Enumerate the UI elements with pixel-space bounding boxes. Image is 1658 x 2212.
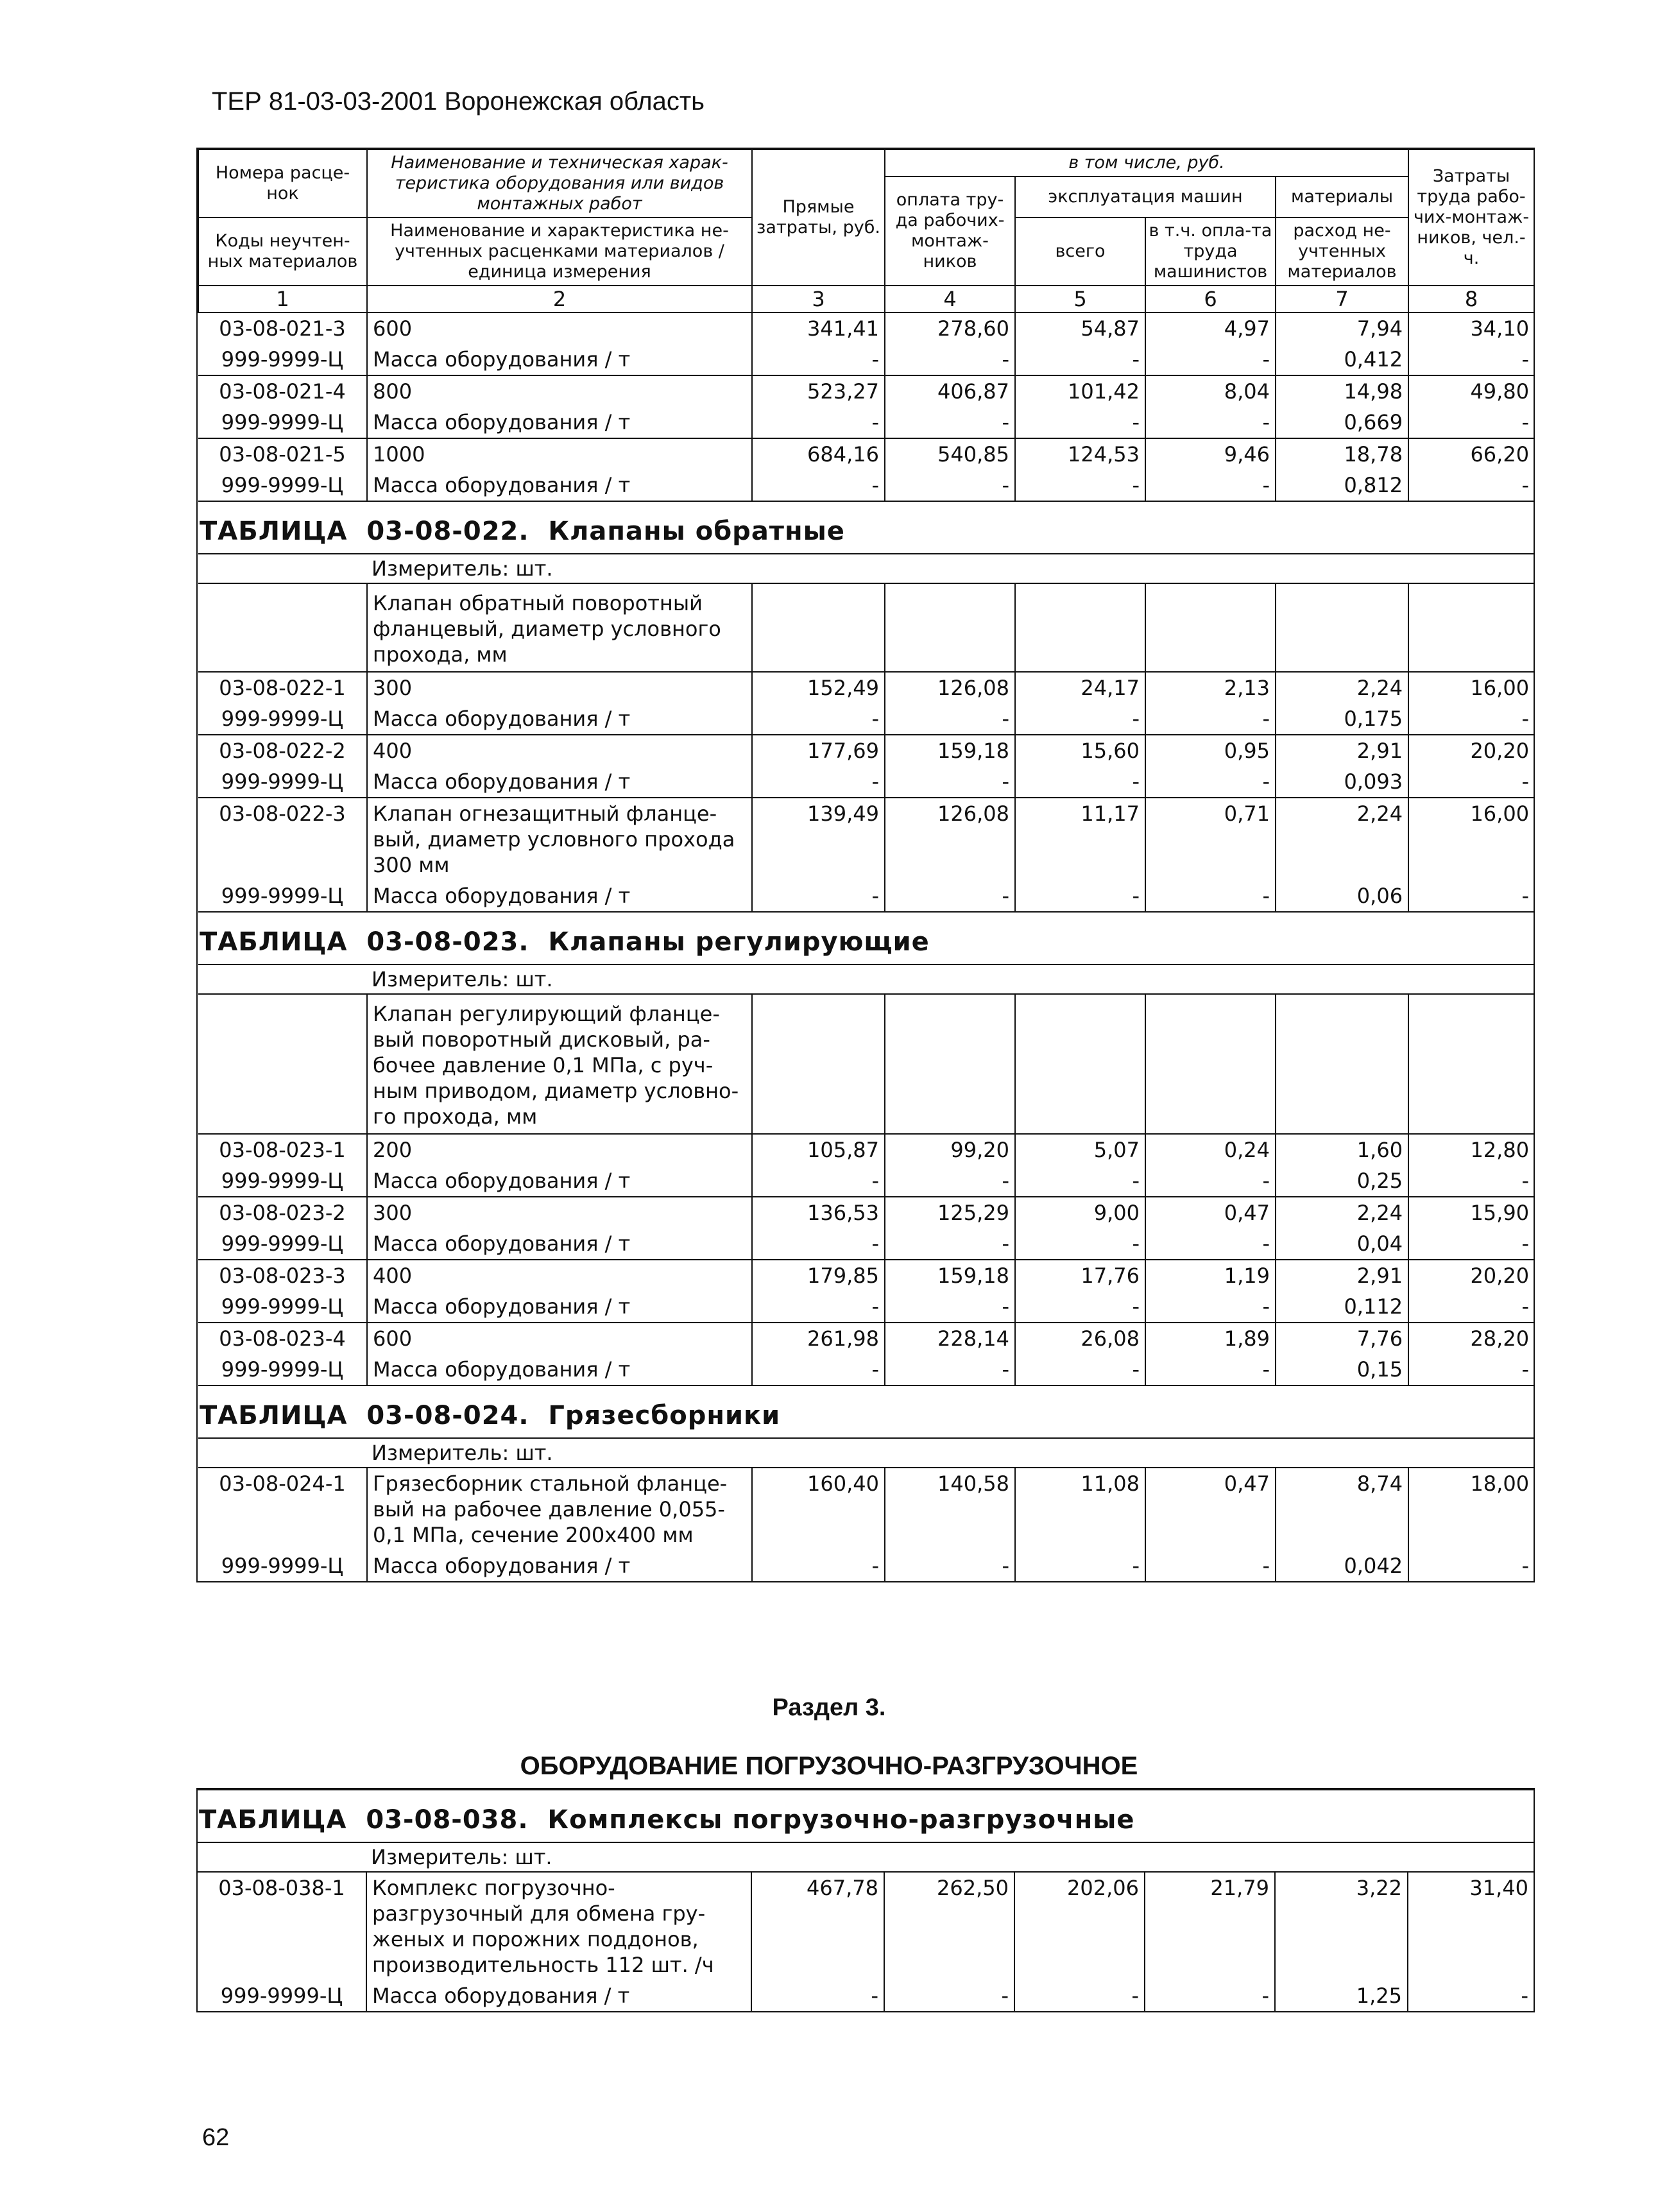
rate-value-col-4: 406,87	[885, 375, 1015, 407]
material-value-col-7: 0,175	[1276, 703, 1408, 735]
rate-value-col-6: 1,19	[1145, 1260, 1276, 1291]
rate-value-col-6: 8,04	[1145, 375, 1276, 407]
material-value-col-7: 0,812	[1276, 470, 1408, 501]
head-unaccounted-codes: Коды неучтен-ных материалов	[198, 218, 367, 286]
rate-value-col-3: 160,40	[752, 1468, 885, 1550]
material-value-col-4: -	[885, 1291, 1015, 1323]
material-value-col-8: -	[1521, 1984, 1529, 2008]
rate-value-col-5: 24,17	[1015, 672, 1145, 703]
rate-code: 03-08-021-5	[198, 438, 367, 470]
material-value-col-5: -	[1015, 1354, 1145, 1385]
table-title-text: ТАБЛИЦА 03-08-022. Клапаны обратные	[200, 517, 845, 546]
material-row	[198, 1354, 1534, 1385]
material-value-col-7: 0,042	[1276, 1550, 1408, 1581]
rate-name: 600	[367, 313, 752, 344]
material-value-col-5: -	[1015, 1228, 1145, 1260]
rate-value-col-6: 4,97	[1145, 313, 1276, 344]
rate-value-col-4: 126,08	[885, 798, 1015, 880]
material-row	[198, 1550, 1534, 1581]
material-value-col-3: -	[752, 470, 885, 501]
rate-value-col-8: 18,00	[1408, 1468, 1534, 1550]
material-code: 999-9999-Ц	[198, 1291, 367, 1323]
material-name: Масса оборудования / т	[367, 766, 752, 798]
material-value-col-3: -	[752, 1165, 885, 1197]
material-value-col-4: -	[885, 344, 1015, 375]
colnum-5: 5	[1015, 286, 1145, 313]
rate-value-col-7: 7,76	[1276, 1323, 1408, 1354]
rate-row	[198, 1323, 1534, 1354]
material-value-col-6: -	[1145, 344, 1276, 375]
rate-value-col-4: 159,18	[885, 735, 1015, 766]
material-value-col-8: -	[1521, 1169, 1530, 1193]
rate-row	[198, 375, 1534, 407]
head-machine-total: всего	[1015, 218, 1145, 286]
rate-code: 03-08-024-1	[198, 1468, 367, 1550]
rate-value-col-4: 262,50	[884, 1872, 1014, 1980]
material-value-col-8: -	[1521, 1231, 1530, 1256]
material-value-col-4: -	[885, 703, 1015, 735]
colnum-4: 4	[885, 286, 1015, 313]
column-numbers-row	[198, 286, 1534, 313]
document-header: ТЕР 81-03-03-2001 Воронежская область	[212, 87, 705, 116]
rate-value-col-7: 1,60	[1276, 1134, 1408, 1165]
table-title-row	[198, 912, 1534, 965]
measure-unit: Измеритель: шт.	[198, 1842, 1534, 1872]
material-code: 999-9999-Ц	[198, 407, 367, 438]
material-name: Масса оборудования / т	[367, 470, 752, 501]
material-value-col-6: -	[1145, 470, 1276, 501]
loading-equipment-table-block	[196, 1788, 1535, 2012]
header-row-1	[198, 150, 1534, 176]
rate-name: Клапан огнезащитный фланце-вый, диаметр условного прохода 300 мм	[367, 798, 752, 880]
rate-value-col-5: 26,08	[1015, 1323, 1145, 1354]
head-machine-operation: эксплуатация машин	[1015, 176, 1276, 218]
rate-value-col-6: 1,89	[1145, 1323, 1276, 1354]
material-row	[198, 344, 1534, 375]
table-title	[198, 1385, 1534, 1438]
material-name: Масса оборудования / т	[366, 1980, 751, 2011]
rate-value-col-4: 540,85	[885, 438, 1015, 470]
description-empty-cell	[752, 583, 885, 672]
material-value-col-5: -	[1015, 1550, 1145, 1581]
description-row	[198, 583, 1534, 672]
rate-code: 03-08-023-1	[198, 1134, 367, 1165]
rate-value-col-7: 2,24	[1276, 1197, 1408, 1228]
head-rate-number: Номера расце-нок	[198, 150, 367, 218]
rate-value-col-6: 21,79	[1145, 1872, 1275, 1980]
material-value-col-4: -	[884, 1980, 1014, 2011]
material-row	[198, 470, 1534, 501]
rate-value-col-8: 34,10	[1408, 313, 1534, 344]
rate-value-col-7: 18,78	[1276, 438, 1408, 470]
rate-row	[198, 1260, 1534, 1291]
rate-value-col-3: 136,53	[752, 1197, 885, 1228]
material-row	[198, 1291, 1534, 1323]
rate-name: 200	[367, 1134, 752, 1165]
rate-value-col-3: 177,69	[752, 735, 885, 766]
material-name: Масса оборудования / т	[367, 703, 752, 735]
material-value-col-4: -	[885, 1550, 1015, 1581]
rate-value-col-3: 139,49	[752, 798, 885, 880]
measure-unit: Измеритель: шт.	[198, 965, 1534, 994]
rate-row	[198, 672, 1534, 703]
rate-name: Комплекс погрузочно-разгрузочный для обмена гру-женых и порожних поддонов, производительность 112 шт. /ч	[366, 1872, 751, 1980]
rate-row	[198, 798, 1534, 880]
material-value-col-7: 0,112	[1276, 1291, 1408, 1323]
rate-value-col-4: 125,29	[885, 1197, 1015, 1228]
rate-value-col-5: 17,76	[1015, 1260, 1145, 1291]
material-value-col-5: -	[1015, 766, 1145, 798]
rate-name: 800	[367, 375, 752, 407]
colnum-2: 2	[367, 286, 752, 313]
rate-value-col-7: 3,22	[1275, 1872, 1408, 1980]
rate-value-col-8: 66,20	[1408, 438, 1534, 470]
colnum-6: 6	[1145, 286, 1276, 313]
rate-value-col-4: 228,14	[885, 1323, 1015, 1354]
rate-value-col-6: 0,47	[1145, 1468, 1276, 1550]
rate-name: 400	[367, 1260, 752, 1291]
material-value-col-4: -	[885, 1165, 1015, 1197]
rate-name: 400	[367, 735, 752, 766]
material-value-col-4: -	[885, 1228, 1015, 1260]
material-value-col-3: -	[752, 1354, 885, 1385]
colnum-1: 1	[198, 286, 367, 313]
description-empty-cell	[885, 583, 1015, 672]
rate-value-col-8: 16,00	[1408, 672, 1534, 703]
material-code: 999-9999-Ц	[198, 1354, 367, 1385]
material-value-col-7: 0,25	[1276, 1165, 1408, 1197]
material-value-col-4: -	[885, 880, 1015, 912]
head-including: в том числе, руб.	[885, 150, 1408, 176]
material-value-col-7: 1,25	[1275, 1980, 1408, 2011]
material-value-col-3: -	[752, 880, 885, 912]
rate-row	[198, 735, 1534, 766]
rate-code: 03-08-038-1	[198, 1872, 366, 1980]
head-direct-costs: Прямые затраты, руб.	[752, 150, 885, 286]
material-value-col-7: 0,15	[1276, 1354, 1408, 1385]
material-code: 999-9999-Ц	[198, 703, 367, 735]
rate-name: 300	[367, 1197, 752, 1228]
equipment-description: Клапан обратный поворотный фланцевый, диаметр условного прохода, мм	[367, 583, 752, 672]
material-value-col-4: -	[885, 470, 1015, 501]
material-name: Масса оборудования / т	[367, 1354, 752, 1385]
material-value-col-3: -	[752, 1228, 885, 1260]
rate-value-col-8: 28,20	[1408, 1323, 1534, 1354]
table-title-text: ТАБЛИЦА 03-08-024. Грязесборники	[200, 1401, 781, 1430]
rate-row	[198, 313, 1534, 344]
material-value-col-3: -	[752, 766, 885, 798]
material-value-col-5: -	[1015, 470, 1145, 501]
head-unaccounted-materials: расход не-учтенных материалов	[1276, 218, 1408, 286]
rate-value-col-6: 0,47	[1145, 1197, 1276, 1228]
rate-code: 03-08-022-3	[198, 798, 367, 880]
rate-value-col-3: 261,98	[752, 1323, 885, 1354]
rate-row	[198, 1134, 1534, 1165]
description-empty-cell	[1145, 583, 1276, 672]
rate-value-col-3: 179,85	[752, 1260, 885, 1291]
rate-value-col-4: 159,18	[885, 1260, 1015, 1291]
rate-row	[198, 1872, 1534, 1980]
head-machinist-pay: в т.ч. опла-та труда машинистов	[1145, 218, 1276, 286]
measure-unit-row	[198, 965, 1534, 994]
rate-value-col-5: 11,08	[1015, 1468, 1145, 1550]
head-materials: материалы	[1276, 176, 1408, 218]
material-name: Масса оборудования / т	[367, 1228, 752, 1260]
rate-name: Грязесборник стальной фланце-вый на рабочее давление 0,055-0,1 МПа, сечение 200х400 мм	[367, 1468, 752, 1550]
material-value-col-8: -	[1521, 884, 1530, 908]
measure-unit: Измеритель: шт.	[198, 554, 1534, 583]
rate-code: 03-08-023-2	[198, 1197, 367, 1228]
colnum-8: 8	[1408, 286, 1534, 313]
material-value-col-8: -	[1521, 769, 1530, 794]
material-value-col-6: -	[1145, 1354, 1276, 1385]
material-code: 999-9999-Ц	[198, 1228, 367, 1260]
rate-value-col-5: 9,00	[1015, 1197, 1145, 1228]
material-row	[198, 880, 1534, 912]
table-title-row	[198, 1790, 1534, 1842]
rate-code: 03-08-023-3	[198, 1260, 367, 1291]
rate-value-col-3: 341,41	[752, 313, 885, 344]
material-value-col-3: -	[751, 1980, 884, 2011]
material-code: 999-9999-Ц	[198, 880, 367, 912]
material-value-col-4: -	[885, 1354, 1015, 1385]
rate-code: 03-08-021-3	[198, 313, 367, 344]
table-title	[198, 501, 1534, 554]
rate-code: 03-08-022-2	[198, 735, 367, 766]
table-title	[198, 912, 1534, 965]
measure-unit-row	[198, 1438, 1534, 1468]
rate-value-col-5: 124,53	[1015, 438, 1145, 470]
material-value-col-8: -	[1521, 707, 1530, 731]
material-value-col-3: -	[752, 703, 885, 735]
table-title	[198, 1790, 1534, 1842]
rate-row	[198, 1197, 1534, 1228]
material-value-col-3: -	[752, 344, 885, 375]
rate-value-col-5: 11,17	[1015, 798, 1145, 880]
description-row	[198, 994, 1534, 1134]
rate-code: 03-08-022-1	[198, 672, 367, 703]
description-empty-cell	[1408, 994, 1534, 1134]
material-value-col-8: -	[1521, 1357, 1530, 1382]
page-number: 62	[202, 2124, 230, 2151]
rate-value-col-6: 2,13	[1145, 672, 1276, 703]
material-row	[198, 1980, 1534, 2011]
rate-code: 03-08-023-4	[198, 1323, 367, 1354]
table-title-text: ТАБЛИЦА 03-08-023. Клапаны регулирующие	[200, 927, 930, 957]
rate-value-col-3: 467,78	[751, 1872, 884, 1980]
table-title-row	[198, 1385, 1534, 1438]
rates-table	[198, 149, 1535, 1581]
material-value-col-7: 0,093	[1276, 766, 1408, 798]
colnum-7: 7	[1276, 286, 1408, 313]
material-code: 999-9999-Ц	[198, 470, 367, 501]
material-value-col-3: -	[752, 1550, 885, 1581]
rate-value-col-6: 0,71	[1145, 798, 1276, 880]
table-title-row	[198, 501, 1534, 554]
loading-equipment-table	[198, 1789, 1534, 2011]
description-empty-cell	[1015, 994, 1145, 1134]
measure-unit: Измеритель: шт.	[198, 1438, 1534, 1468]
equipment-description: Клапан регулирующий фланце-вый поворотный дисковый, ра-бочее давление 0,1 МПа, с руч-ным приводом, диаметр условно-го прохода, мм	[367, 994, 752, 1134]
rate-value-col-3: 684,16	[752, 438, 885, 470]
description-empty-cell	[885, 994, 1015, 1134]
head-worker-pay: оплата тру-да рабочих-монтаж-ников	[885, 176, 1015, 286]
material-value-col-4: -	[885, 407, 1015, 438]
material-value-col-3: -	[752, 1291, 885, 1323]
rate-value-col-4: 278,60	[885, 313, 1015, 344]
description-code-empty	[198, 994, 367, 1134]
material-value-col-8: -	[1521, 1294, 1530, 1319]
rate-name: 600	[367, 1323, 752, 1354]
rate-row	[198, 438, 1534, 470]
rate-value-col-3: 105,87	[752, 1134, 885, 1165]
material-value-col-8: -	[1521, 410, 1530, 434]
material-value-col-3: -	[752, 407, 885, 438]
rate-value-col-7: 2,91	[1276, 735, 1408, 766]
material-value-col-5: -	[1015, 880, 1145, 912]
description-empty-cell	[1276, 583, 1408, 672]
rate-value-col-4: 126,08	[885, 672, 1015, 703]
rate-value-col-5: 5,07	[1015, 1134, 1145, 1165]
rate-value-col-8: 49,80	[1408, 375, 1534, 407]
material-value-col-6: -	[1145, 407, 1276, 438]
material-code: 999-9999-Ц	[198, 344, 367, 375]
material-value-col-8: -	[1521, 473, 1530, 497]
rate-value-col-7: 2,91	[1276, 1260, 1408, 1291]
colnum-3: 3	[752, 286, 885, 313]
rate-value-col-6: 0,24	[1145, 1134, 1276, 1165]
rate-value-col-7: 8,74	[1276, 1468, 1408, 1550]
rate-value-col-8: 12,80	[1408, 1134, 1534, 1165]
description-empty-cell	[1408, 583, 1534, 672]
rate-value-col-7: 14,98	[1276, 375, 1408, 407]
material-row	[198, 766, 1534, 798]
rate-value-col-4: 99,20	[885, 1134, 1015, 1165]
material-value-col-5: -	[1015, 1291, 1145, 1323]
material-name: Масса оборудования / т	[367, 1550, 752, 1581]
material-name: Масса оборудования / т	[367, 344, 752, 375]
material-row	[198, 407, 1534, 438]
rate-value-col-7: 7,94	[1276, 313, 1408, 344]
material-value-col-5: -	[1015, 1165, 1145, 1197]
material-value-col-6: -	[1145, 1165, 1276, 1197]
description-empty-cell	[1015, 583, 1145, 672]
rate-value-col-8: 31,40	[1408, 1872, 1534, 1980]
material-value-col-7: 0,06	[1276, 880, 1408, 912]
rate-name: 1000	[367, 438, 752, 470]
material-value-col-6: -	[1145, 1291, 1276, 1323]
rate-value-col-3: 523,27	[752, 375, 885, 407]
material-value-col-8: -	[1521, 347, 1530, 372]
rate-value-col-3: 152,49	[752, 672, 885, 703]
rate-value-col-6: 9,46	[1145, 438, 1276, 470]
rate-value-col-4: 140,58	[885, 1468, 1015, 1550]
rate-value-col-5: 101,42	[1015, 375, 1145, 407]
material-value-col-6: -	[1145, 1228, 1276, 1260]
material-value-col-6: -	[1145, 766, 1276, 798]
rates-table-block	[196, 148, 1535, 1582]
head-unaccounted-name: Наименование и характеристика не-учтенных расценками материалов / единица измерения	[367, 218, 752, 286]
material-value-col-7: 0,04	[1276, 1228, 1408, 1260]
rate-value-col-8: 15,90	[1408, 1197, 1534, 1228]
rate-value-col-5: 54,87	[1015, 313, 1145, 344]
head-equipment-name: Наименование и техническая харак-теристика оборудования или видов монтажных работ	[367, 150, 752, 218]
material-name: Масса оборудования / т	[367, 1291, 752, 1323]
material-row	[198, 1165, 1534, 1197]
material-value-col-5: -	[1015, 407, 1145, 438]
rate-value-col-7: 2,24	[1276, 798, 1408, 880]
material-name: Масса оборудования / т	[367, 407, 752, 438]
rate-value-col-6: 0,95	[1145, 735, 1276, 766]
material-value-col-5: -	[1015, 344, 1145, 375]
material-row	[198, 703, 1534, 735]
material-value-col-4: -	[885, 766, 1015, 798]
material-code: 999-9999-Ц	[198, 1550, 367, 1581]
material-code: 999-9999-Ц	[198, 1165, 367, 1197]
description-empty-cell	[752, 994, 885, 1134]
head-labor-costs: Затраты труда рабо-чих-монтаж-ников, чел.-ч.	[1408, 150, 1534, 286]
material-name: Масса оборудования / т	[367, 880, 752, 912]
description-empty-cell	[1145, 994, 1276, 1134]
material-row	[198, 1228, 1534, 1260]
material-value-col-6: -	[1145, 703, 1276, 735]
rate-name: 300	[367, 672, 752, 703]
description-empty-cell	[1276, 994, 1408, 1134]
material-value-col-7: 0,412	[1276, 344, 1408, 375]
table-title-text: ТАБЛИЦА 03-08-038. Комплексы погрузочно-разгрузочные	[199, 1805, 1135, 1835]
rate-value-col-5: 15,60	[1015, 735, 1145, 766]
rate-code: 03-08-021-4	[198, 375, 367, 407]
rate-value-col-7: 2,24	[1276, 672, 1408, 703]
section-number: Раздел 3.	[772, 1694, 886, 1721]
rate-row	[198, 1468, 1534, 1550]
rate-value-col-5: 202,06	[1014, 1872, 1145, 1980]
rate-value-col-8: 20,20	[1408, 1260, 1534, 1291]
rate-value-col-8: 20,20	[1408, 735, 1534, 766]
material-value-col-5: -	[1015, 703, 1145, 735]
measure-unit-row	[198, 1842, 1534, 1872]
material-code: 999-9999-Ц	[198, 1980, 366, 2011]
material-code: 999-9999-Ц	[198, 766, 367, 798]
material-value-col-7: 0,669	[1276, 407, 1408, 438]
material-name: Масса оборудования / т	[367, 1165, 752, 1197]
material-value-col-8: -	[1521, 1554, 1530, 1578]
measure-unit-row	[198, 554, 1534, 583]
material-value-col-5: -	[1014, 1980, 1145, 2011]
material-value-col-6: -	[1145, 1980, 1275, 2011]
material-value-col-6: -	[1145, 880, 1276, 912]
section-name: ОБОРУДОВАНИЕ ПОГРУЗОЧНО-РАЗГРУЗОЧНОЕ	[520, 1752, 1138, 1780]
rate-value-col-8: 16,00	[1408, 798, 1534, 880]
material-value-col-6: -	[1145, 1550, 1276, 1581]
description-code-empty	[198, 583, 367, 672]
